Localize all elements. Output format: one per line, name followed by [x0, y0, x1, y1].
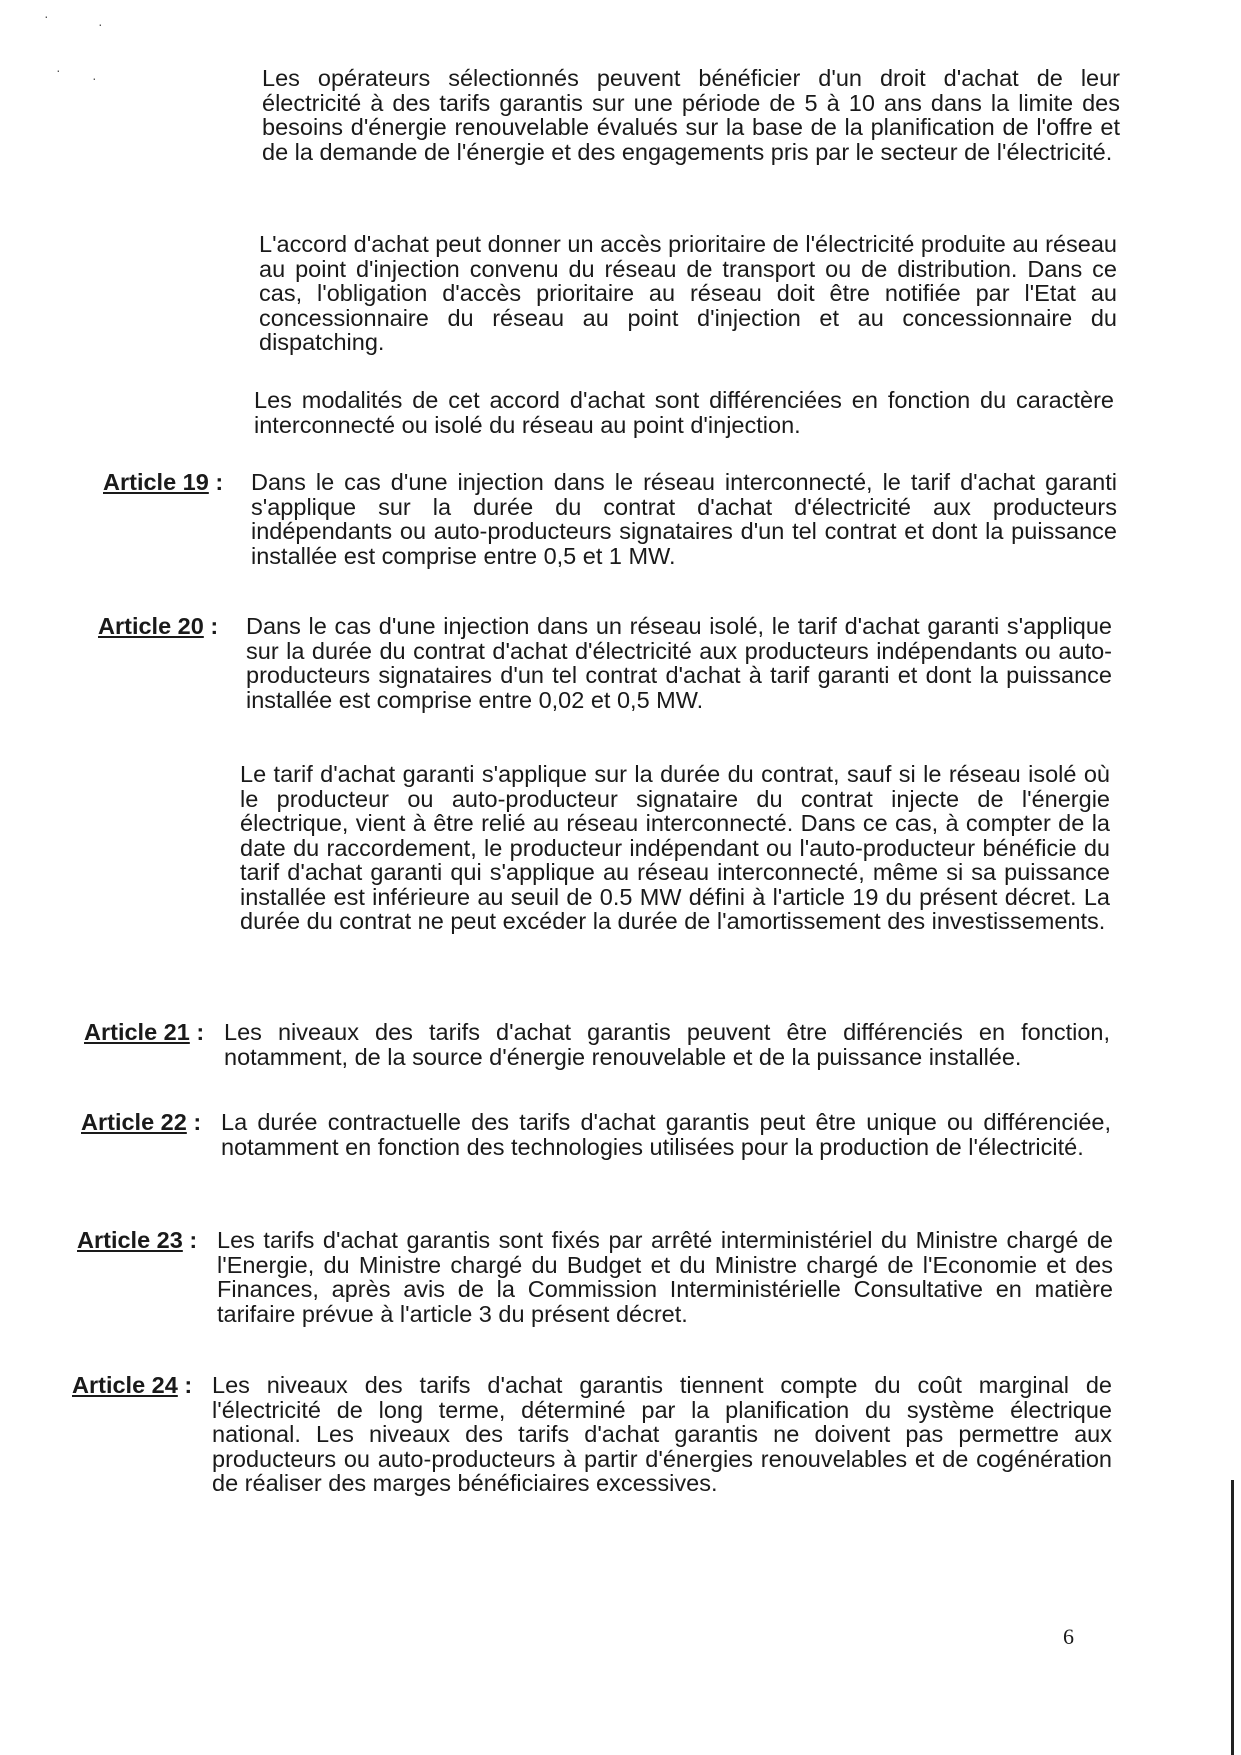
article-20 [98, 614, 1120, 1004]
article-22-label: Article 22 : [81, 1109, 202, 1135]
article-24 [72, 1373, 1120, 1543]
scan-speck: · [44, 8, 49, 24]
article-20-text: Dans le cas d'une injection dans un réseau isolé, le tarif d'achat garanti s'applique sur la durée du contrat d'achat d'électricité aux producteurs indépendants ou auto-producteurs signataires d'un tel contrat d'achat à tarif garanti et dont la puissance installée est comprise entre 0,02 et 0,5 MW. [246, 613, 1112, 713]
scan-edge-line [1231, 1480, 1234, 1755]
paragraph-2: L'accord d'achat peut donner un accès prioritaire de l'électricité produite au réseau au point d'injection convenu du réseau de transport ou de distribution. Dans ce cas, l'obligation d'accès prioritaire au réseau doit être notifiée par l'Etat au concessionnaire du réseau au point d'injection et au concessionnaire du dispatching. [259, 231, 1117, 355]
scan-speck: · [98, 16, 103, 32]
paragraph-3: Les modalités de cet accord d'achat sont différenciées en fonction du caractère interconnecté ou isolé du réseau au point d'injection. [254, 387, 1114, 438]
article-21-text: Les niveaux des tarifs d'achat garantis peuvent être différenciés en fonction, notamment, de la source d'énergie renouvelable et de la puissance installée. [224, 1019, 1110, 1070]
page-number: 6 [1063, 1624, 1074, 1649]
article-23-label: Article 23 : [77, 1227, 198, 1253]
scan-speck: · [92, 70, 97, 86]
article-23-text: Les tarifs d'achat garantis sont fixés par arrêté interministériel du Ministre chargé de l'Energie, du Ministre chargé du Budget et du Ministre chargé de l'Economie et des Finances, après avis de la Commission Interministérielle Consultative en matière tarifaire prévue à l'article 3 du présent décret. [217, 1227, 1113, 1327]
article-19 [103, 470, 1120, 580]
paragraph-1: Les opérateurs sélectionnés peuvent bénéficier d'un droit d'achat de leur électricité à des tarifs garantis sur une période de 5 à 10 ans dans la limite des besoins d'énergie renouvelable évalués sur la base de la planification de l'offre et de la demande de l'énergie et des engagements pris par le secteur de l'électricité. [262, 65, 1120, 165]
article-22 [81, 1110, 1120, 1196]
article-24-text: Les niveaux des tarifs d'achat garantis tiennent compte du coût marginal de l'électricité de long terme, déterminé par la planification du système électrique national. Les niveaux des tarifs d'achat garantis ne doivent pas permettre aux producteurs ou auto-producteurs à partir d'énergies renouvelables et de cogénération de réaliser des marges bénéficiaires excessives. [212, 1372, 1112, 1496]
article-20-label: Article 20 : [98, 613, 219, 639]
article-19-label: Article 19 : [103, 469, 224, 495]
article-24-label: Article 24 : [72, 1372, 193, 1398]
article-20-text-2: Le tarif d'achat garanti s'applique sur la durée du contrat, sauf si le réseau isolé où le producteur ou auto-producteur signataire du contrat injecte de l'énergie électrique, vient à être relié au réseau interconnecté. Dans ce cas, à compter de la date du raccordement, le producteur indépendant ou l'auto-producteur bénéficie du tarif d'achat garanti qui s'applique au réseau interconnecté, même si sa puissance installée est inférieure au seuil de 0.5 MW défini à l'article 19 du présent décret. La durée du contrat ne peut excéder la durée de l'amortissement des investissements. [240, 761, 1110, 934]
article-23 [77, 1228, 1120, 1340]
scan-speck: · [56, 62, 61, 78]
article-21 [84, 1020, 1120, 1080]
article-19-text: Dans le cas d'une injection dans le réseau interconnecté, le tarif d'achat garanti s'applique sur la durée du contrat d'achat d'électricité aux producteurs indépendants ou auto-producteurs signataires d'un tel contrat et dont la puissance installée est comprise entre 0,5 et 1 MW. [251, 469, 1117, 569]
article-21-label: Article 21 : [84, 1019, 205, 1045]
article-22-text: La durée contractuelle des tarifs d'achat garantis peut être unique ou différenciée, notamment en fonction des technologies utilisées pour la production de l'électricité. [221, 1109, 1111, 1160]
